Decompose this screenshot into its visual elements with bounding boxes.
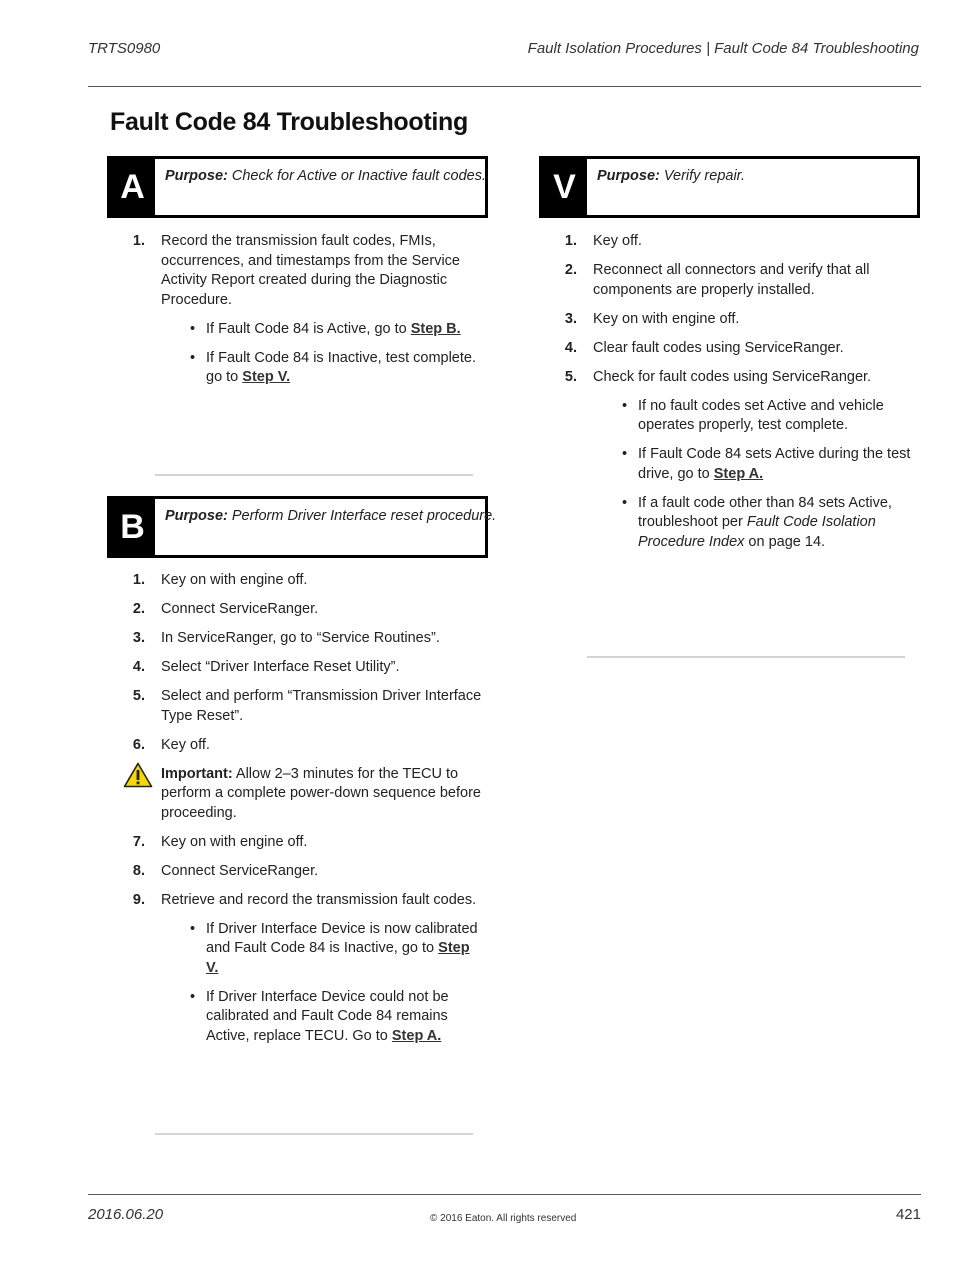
step-b-box <box>107 496 497 558</box>
item-text: Key on with engine off. <box>161 833 308 850</box>
bullet-item: • If Driver Interface Device is now calibrated and Fault Code 84 is Inactive, go to Step V. <box>190 920 478 976</box>
list-item <box>563 339 917 359</box>
important-text: Allow 2–3 minutes for the TECU to perform a complete power-down sequence before proceeding. <box>161 765 481 821</box>
step-v-box <box>539 156 920 218</box>
step-a-list <box>131 232 483 397</box>
list-item <box>563 310 917 330</box>
purpose-label: Purpose: <box>165 508 228 524</box>
item-number: 3. <box>132 630 145 646</box>
bullet-text: If Fault Code 84 is Active, go to <box>206 320 411 337</box>
purpose-text: Verify repair. <box>659 168 745 184</box>
list-item <box>131 862 483 882</box>
item-text: Key off. <box>161 736 210 753</box>
item-text: Select and perform “Transmission Driver Interface Type Reset”. <box>161 688 482 724</box>
step-link[interactable]: Step V. <box>206 940 470 976</box>
bullet-text: If Fault Code 84 is Inactive, test complete. go to <box>206 349 476 385</box>
item-text: Key on with engine off. <box>593 310 740 327</box>
bullet-list <box>593 397 917 553</box>
step-link[interactable]: Step A. <box>391 1027 442 1044</box>
section-divider <box>155 474 473 476</box>
item-number: 8. <box>132 862 145 879</box>
bullet-item: • If Driver Interface Device could not be calibrated and Fault Code 84 remains Active, replace TECU. Go to Step A. <box>190 988 449 1044</box>
step-a-purpose <box>165 168 487 184</box>
item-number: 1. <box>564 233 577 249</box>
bullet-list <box>161 320 483 388</box>
item-number: 3. <box>564 310 577 327</box>
item-text: Connect ServiceRanger. <box>161 862 319 879</box>
item-number: 4. <box>132 659 145 675</box>
list-item <box>131 736 483 756</box>
item-number: 1. <box>132 233 145 249</box>
item-text: Record the transmission fault codes, FMIs, occurrences, and timestamps from the Service Activity Report created during the Diagnostic Procedure. <box>161 233 460 308</box>
item-text: Select “Driver Interface Reset Utility”. <box>161 659 400 675</box>
bullet-text: If Driver Interface Device could not be calibrated and Fault Code 84 remains Active, replace TECU. Go to <box>206 988 449 1044</box>
step-v-letter: V <box>542 159 587 215</box>
list-item <box>131 891 483 1047</box>
item-text: Retrieve and record the transmission fault codes. <box>161 891 477 908</box>
header-section: Fault Isolation Procedures | Fault Code 84 Troubleshooting <box>527 40 919 57</box>
item-text: Key on with engine off. <box>161 572 308 588</box>
step-link[interactable]: Step B. <box>410 320 461 337</box>
page-title: Fault Code 84 Troubleshooting <box>110 108 468 136</box>
bullet-text: If Fault Code 84 sets Active during the test drive, go to <box>638 446 911 482</box>
step-b-letter: B <box>110 499 155 555</box>
item-number: 2. <box>132 601 145 617</box>
header-rule <box>88 86 921 87</box>
item-text: Check for fault codes using ServiceRanger. <box>593 368 872 385</box>
item-number: 5. <box>564 368 577 385</box>
item-text: Key off. <box>593 233 642 249</box>
bullet-text: If Driver Interface Device is now calibrated and Fault Code 84 is Inactive, go to <box>206 920 478 956</box>
list-item <box>131 687 483 726</box>
bullet-item: • If Fault Code 84 is Inactive, test complete. go to Step V. <box>190 349 476 385</box>
list-item <box>131 833 483 853</box>
item-number: 2. <box>564 262 577 278</box>
item-text: Reconnect all connectors and verify that all components are properly installed. <box>593 262 870 298</box>
list-item <box>563 261 917 300</box>
step-b-list <box>131 571 483 1056</box>
bullet-list <box>161 920 483 1047</box>
step-v-purpose <box>597 168 913 184</box>
list-item <box>131 629 483 649</box>
list-item <box>131 571 483 591</box>
important-note <box>131 765 483 824</box>
step-a-letter: A <box>110 159 155 215</box>
footer-date: 2016.06.20 <box>88 1206 164 1223</box>
step-link[interactable]: Step A. <box>713 465 764 482</box>
list-item <box>131 600 483 620</box>
bullet-item: • If Fault Code 84 sets Active during the test drive, go to Step A. <box>622 446 911 482</box>
list-item <box>131 232 483 388</box>
bullet-text: If a fault code other than 84 sets Active, troubleshoot per <box>638 494 892 530</box>
purpose-text: Perform Driver Interface reset procedure. <box>227 508 497 524</box>
step-a-box <box>107 156 488 218</box>
item-number: 5. <box>132 688 145 704</box>
footer-rule <box>88 1194 921 1195</box>
list-item <box>131 658 483 678</box>
footer-copyright: © 2016 Eaton. All rights reserved <box>430 1213 577 1224</box>
warning-triangle-icon <box>123 762 153 788</box>
bullet-item: • If a fault code other than 84 sets Active, troubleshoot per Fault Code Isolation Procedure Index on page 14. <box>622 494 892 550</box>
bullet-text-after: on page 14. <box>744 533 826 550</box>
list-item <box>563 232 917 252</box>
page-number: 421 <box>895 1206 921 1223</box>
bullet-item: • If no fault codes set Active and vehicle operates properly, test complete. <box>622 397 884 433</box>
item-number: 4. <box>564 339 577 356</box>
section-divider <box>587 656 905 658</box>
step-b-purpose <box>165 508 497 524</box>
item-number: 7. <box>132 833 145 850</box>
item-text: In ServiceRanger, go to “Service Routines”. <box>161 630 440 646</box>
item-number: 9. <box>132 891 145 908</box>
item-text: Clear fault codes using ServiceRanger. <box>593 339 844 356</box>
step-v-list <box>563 232 917 562</box>
list-item <box>563 368 917 553</box>
purpose-label: Purpose: <box>597 168 660 184</box>
reference-title[interactable]: Fault Code Isolation Procedure Index <box>638 514 876 550</box>
section-divider <box>155 1133 473 1135</box>
purpose-text: Check for Active or Inactive fault codes. <box>227 168 487 184</box>
bullet-text: If no fault codes set Active and vehicle operates properly, test complete. <box>638 397 884 433</box>
important-label: Important: <box>161 765 233 782</box>
item-number: 1. <box>132 572 145 588</box>
purpose-label: Purpose: <box>165 168 228 184</box>
header-doc-id: TRTS0980 <box>88 40 161 57</box>
bullet-item: • If Fault Code 84 is Active, go to Step B. <box>190 320 461 337</box>
step-link[interactable]: Step V. <box>242 369 291 385</box>
item-number: 6. <box>132 736 145 753</box>
item-text: Connect ServiceRanger. <box>161 601 319 617</box>
